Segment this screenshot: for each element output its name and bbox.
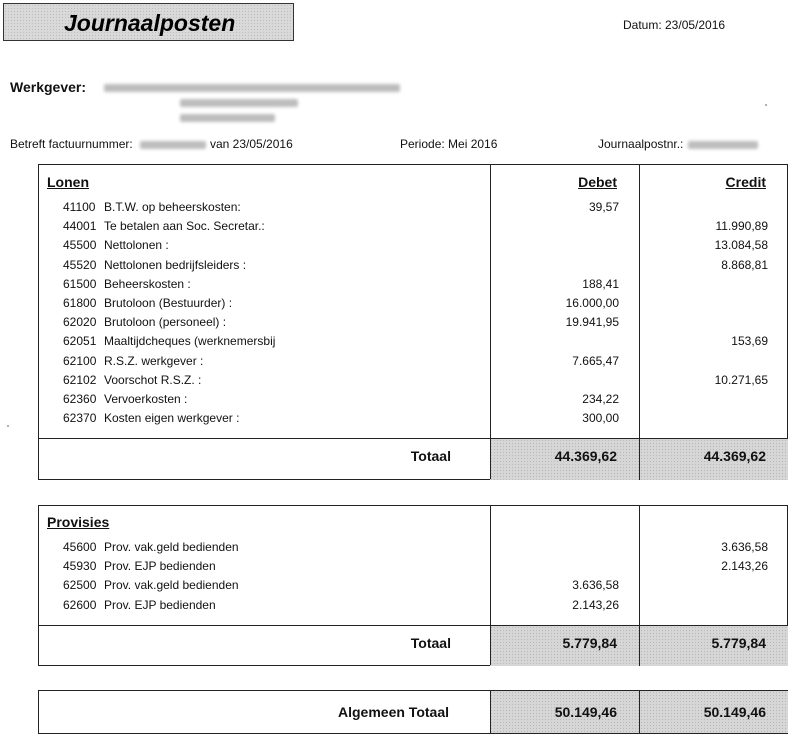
debet-amount: 16.000,00	[565, 296, 619, 310]
account-code: 62100	[63, 353, 97, 368]
account-code: 62051	[63, 334, 97, 349]
credit-header: Credit	[725, 174, 766, 190]
lonen-total-label: Totaal	[410, 448, 451, 464]
section-title-provisies: Provisies	[47, 514, 110, 530]
account-description: Te betalen aan Soc. Secretar.:	[104, 219, 265, 234]
redacted-employer-name	[104, 84, 400, 92]
account-code: 62360	[63, 392, 97, 406]
table-row	[39, 538, 789, 557]
lonen-total-debet: 44.369,62	[554, 448, 617, 464]
table-row	[39, 371, 789, 390]
provisies-total-credit: 5.779,84	[711, 635, 766, 651]
table-row	[39, 198, 789, 217]
table-row	[39, 576, 789, 595]
provisies-total-debet: 5.779,84	[562, 635, 617, 651]
credit-amount: 3.636,58	[721, 540, 768, 554]
total-divider	[39, 625, 787, 626]
account-description: Prov. EJP bedienden	[104, 559, 216, 574]
account-code: 41100	[63, 200, 96, 214]
account-description: Beheerskosten :	[104, 276, 191, 291]
debet-amount: 188,41	[582, 276, 619, 291]
lonen-table	[38, 164, 788, 480]
invoice-label: Betreft factuurnummer:	[10, 137, 133, 151]
table-row	[39, 294, 789, 313]
table-row	[39, 557, 789, 576]
account-description: R.S.Z. werkgever :	[104, 353, 204, 368]
provisies-table	[38, 505, 788, 666]
account-code: 45600	[63, 540, 97, 554]
debet-amount: 39,57	[588, 200, 619, 214]
table-row	[39, 390, 789, 409]
account-code: 62600	[63, 597, 97, 612]
section-title-lonen: Lonen	[47, 174, 89, 190]
total-divider	[39, 438, 787, 439]
grand-total-table	[38, 690, 788, 734]
account-code: 45930	[63, 559, 97, 574]
debet-amount: 3.636,58	[572, 578, 619, 593]
period: Periode: Mei 2016	[400, 137, 498, 151]
grand-total-debet: 50.149,46	[554, 704, 617, 720]
table-row	[39, 313, 789, 332]
account-code: 61500	[63, 276, 97, 291]
debet-amount: 300,00	[582, 411, 619, 426]
credit-amount: 8.868,81	[721, 257, 768, 272]
credit-amount: 2.143,26	[721, 559, 768, 574]
table-row	[39, 275, 789, 294]
redacted-journal-number	[688, 141, 758, 149]
account-code: 62370	[63, 411, 97, 426]
account-description: Nettolonen bedrijfsleiders :	[104, 257, 247, 272]
scan-speck	[765, 104, 767, 106]
account-code: 62020	[63, 315, 97, 330]
table-row	[39, 217, 789, 236]
table-row	[39, 596, 789, 615]
redacted-invoice-number	[140, 141, 206, 149]
table-row	[39, 236, 789, 255]
credit-amount: 153,69	[731, 334, 768, 349]
account-description: Prov. vak.geld bedienden	[104, 540, 239, 554]
account-code: 45520	[63, 257, 97, 272]
credit-amount: 11.990,89	[715, 219, 768, 234]
credit-amount: 13.084,58	[714, 238, 768, 253]
account-description: B.T.W. op beheerskosten:	[104, 200, 241, 214]
account-description: Vervoerkosten :	[104, 392, 188, 406]
debet-header: Debet	[578, 174, 617, 190]
account-code: 62102	[63, 372, 97, 387]
account-code: 61800	[63, 296, 97, 310]
account-code: 44001	[63, 219, 97, 234]
account-description: Prov. EJP bedienden	[104, 597, 216, 612]
debet-amount: 7.665,47	[572, 353, 619, 368]
table-row	[39, 332, 789, 351]
redacted-employer-address	[180, 99, 298, 107]
lonen-total-credit: 44.369,62	[703, 448, 766, 464]
account-description: Prov. vak.geld bedienden	[104, 578, 239, 593]
account-description: Kosten eigen werkgever :	[104, 411, 240, 426]
provisies-total-label: Totaal	[410, 635, 451, 651]
debet-amount: 2.143,26	[572, 597, 619, 612]
scan-speck	[7, 425, 9, 427]
document-date: Datum: 23/05/2016	[623, 18, 726, 32]
debet-amount: 19.941,95	[565, 315, 619, 330]
account-description: Maaltijdcheques (werknemersbij	[104, 334, 276, 349]
account-code: 45500	[63, 238, 97, 253]
journal-number-label: Journaalpostnr.:	[598, 137, 684, 151]
title-box	[3, 3, 294, 41]
account-code: 62500	[63, 578, 97, 593]
grand-total-label: Algemeen Totaal	[338, 704, 449, 720]
account-description: Voorschot R.S.Z. :	[104, 372, 202, 387]
invoice-date: van 23/05/2016	[210, 137, 293, 151]
grand-total-credit: 50.149,46	[703, 704, 766, 720]
account-description: Brutoloon (Bestuurder) :	[104, 296, 233, 310]
account-description: Nettolonen :	[104, 238, 169, 253]
table-row	[39, 256, 789, 275]
table-row	[39, 352, 789, 371]
table-row	[39, 409, 789, 428]
page-title: Journaalposten	[64, 10, 236, 36]
redacted-employer-city	[180, 114, 275, 122]
account-description: Brutoloon (personeel) :	[104, 315, 227, 330]
debet-amount: 234,22	[582, 392, 619, 406]
credit-amount: 10.271,65	[714, 372, 768, 387]
employer-label: Werkgever:	[10, 79, 87, 95]
